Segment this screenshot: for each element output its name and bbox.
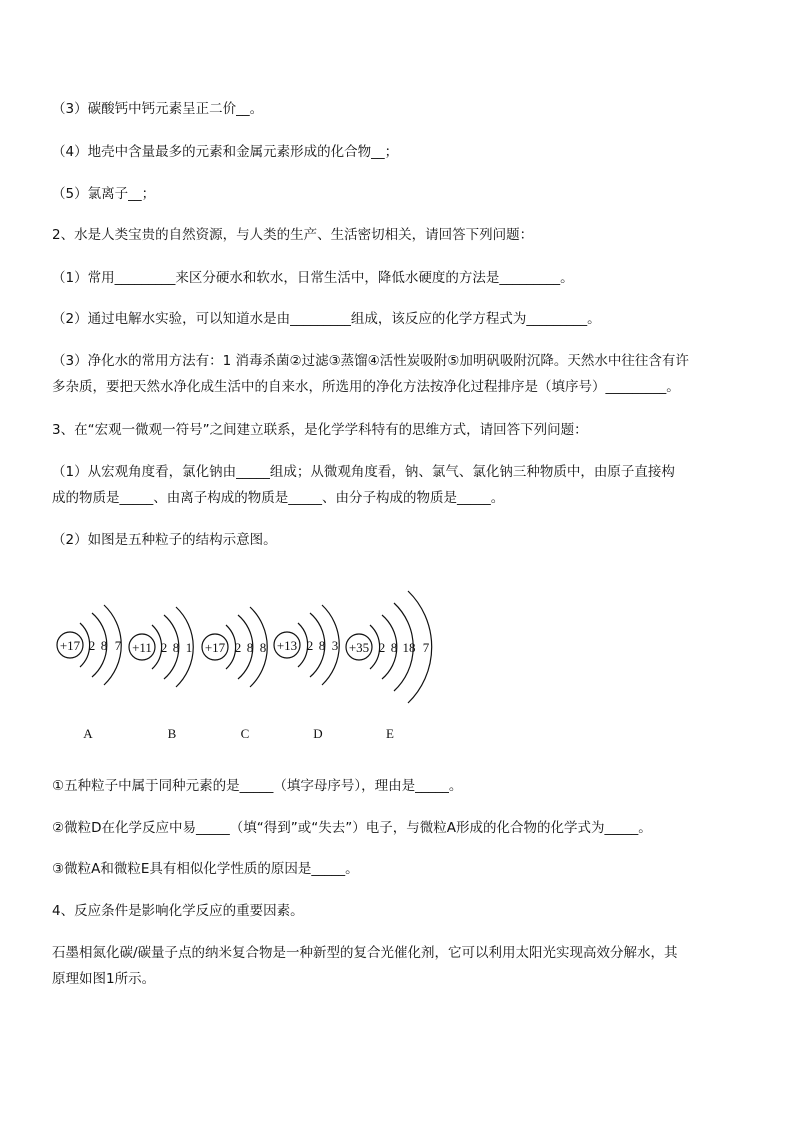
atom-d-shell-2: 8 bbox=[318, 638, 326, 653]
question-3-3: （3）碳酸钙中钙元素呈正二价__。 bbox=[52, 101, 264, 117]
question-4-text-line1: 石墨相氮化碳/碳量子点的纳米复合物是一种新型的复合光催化剂，它可以利用太阳光实现高效分解水，其 bbox=[52, 945, 678, 961]
atom-a-nucleus: +17 bbox=[59, 638, 81, 653]
atom-b-shell-1: 2 bbox=[160, 640, 168, 655]
atom-a-shell-3: 7 bbox=[114, 638, 122, 653]
atom-c-shell-2: 8 bbox=[246, 640, 254, 655]
atom-e-shell-4: 7 bbox=[422, 640, 430, 655]
atom-e-shell-3: 18 bbox=[402, 640, 416, 655]
atom-e-shell-1: 2 bbox=[378, 640, 386, 655]
question-2-2: （2）通过电解水实验，可以知道水是由_________组成，该反应的化学方程式为_________。 bbox=[52, 311, 601, 327]
atom-b-shell-2: 8 bbox=[172, 640, 180, 655]
question-2-1: （1）常用_________来区分硬水和软水，日常生活中，降低水硬度的方法是_________。 bbox=[52, 270, 574, 286]
atom-d-nucleus: +13 bbox=[276, 638, 298, 653]
question-3-1-line2: 成的物质是_____、由离子构成的物质是_____、由分子构成的物质是_____。 bbox=[52, 490, 505, 506]
question-3-2: （2）如图是五种粒子的结构示意图。 bbox=[52, 532, 277, 548]
atom-e-label: E bbox=[386, 726, 394, 741]
question-2-3-line1: （3）净化水的常用方法有：1 消毒杀菌②过滤③蒸馏④活性炭吸附⑤加明矾吸附沉降。天然水中往往含有许 bbox=[52, 353, 689, 369]
atom-b-nucleus: +11 bbox=[132, 640, 152, 655]
atom-e-nucleus: +35 bbox=[348, 640, 370, 655]
question-3-1-line1: （1）从宏观角度看，氯化钠由_____组成；从微观角度看，钠、氯气、氯化钠三种物质中，由原子直接构 bbox=[52, 464, 675, 480]
question-3-2-1: ①五种粒子中属于同种元素的是_____（填字母序号），理由是_____。 bbox=[52, 778, 463, 794]
atom-d-label: D bbox=[313, 726, 323, 741]
atom-a-shell-2: 8 bbox=[100, 638, 108, 653]
atom-c-label: C bbox=[240, 726, 250, 741]
atom-a-shell-1: 2 bbox=[88, 638, 96, 653]
atom-d-shell-3: 3 bbox=[331, 638, 339, 653]
question-3-4: （4）地壳中含量最多的元素和金属元素形成的化合物__； bbox=[52, 144, 399, 160]
atom-b-label: B bbox=[167, 726, 177, 741]
atom-a-label: A bbox=[83, 726, 93, 741]
question-3-2-3: ③微粒A和微粒E具有相似化学性质的原因是_____。 bbox=[52, 861, 359, 877]
question-4-stem: 4、反应条件是影响化学反应的重要因素。 bbox=[52, 903, 304, 919]
atom-d-shell-1: 2 bbox=[306, 638, 314, 653]
atomic-structure-diagram bbox=[0, 575, 794, 760]
question-3-stem: 3、在“宏观一微观一符号”之间建立联系，是化学学科特有的思维方式，请回答下列问题： bbox=[52, 422, 588, 438]
atom-c-shell-3: 8 bbox=[259, 640, 267, 655]
atom-c-shell-1: 2 bbox=[234, 640, 242, 655]
atom-b-shell-3: 1 bbox=[185, 640, 193, 655]
atom-e-shell-2: 8 bbox=[390, 640, 398, 655]
question-2-stem: 2、水是人类宝贵的自然资源，与人类的生产、生活密切相关，请回答下列问题： bbox=[52, 227, 534, 243]
question-4-text-line2: 原理如图1所示。 bbox=[52, 971, 156, 987]
question-3-2-2: ②微粒D在化学反应中易_____（填“得到”或“失去”）电子，与微粒A形成的化合物的化学式为_____。 bbox=[52, 820, 652, 836]
question-3-5: （5）氯离子__； bbox=[52, 186, 156, 202]
atom-c-nucleus: +17 bbox=[204, 640, 226, 655]
question-2-3-line2: 多杂质，要把天然水净化成生活中的自来水，所选用的净化方法按净化过程排序是（填序号）_________。 bbox=[52, 379, 680, 395]
